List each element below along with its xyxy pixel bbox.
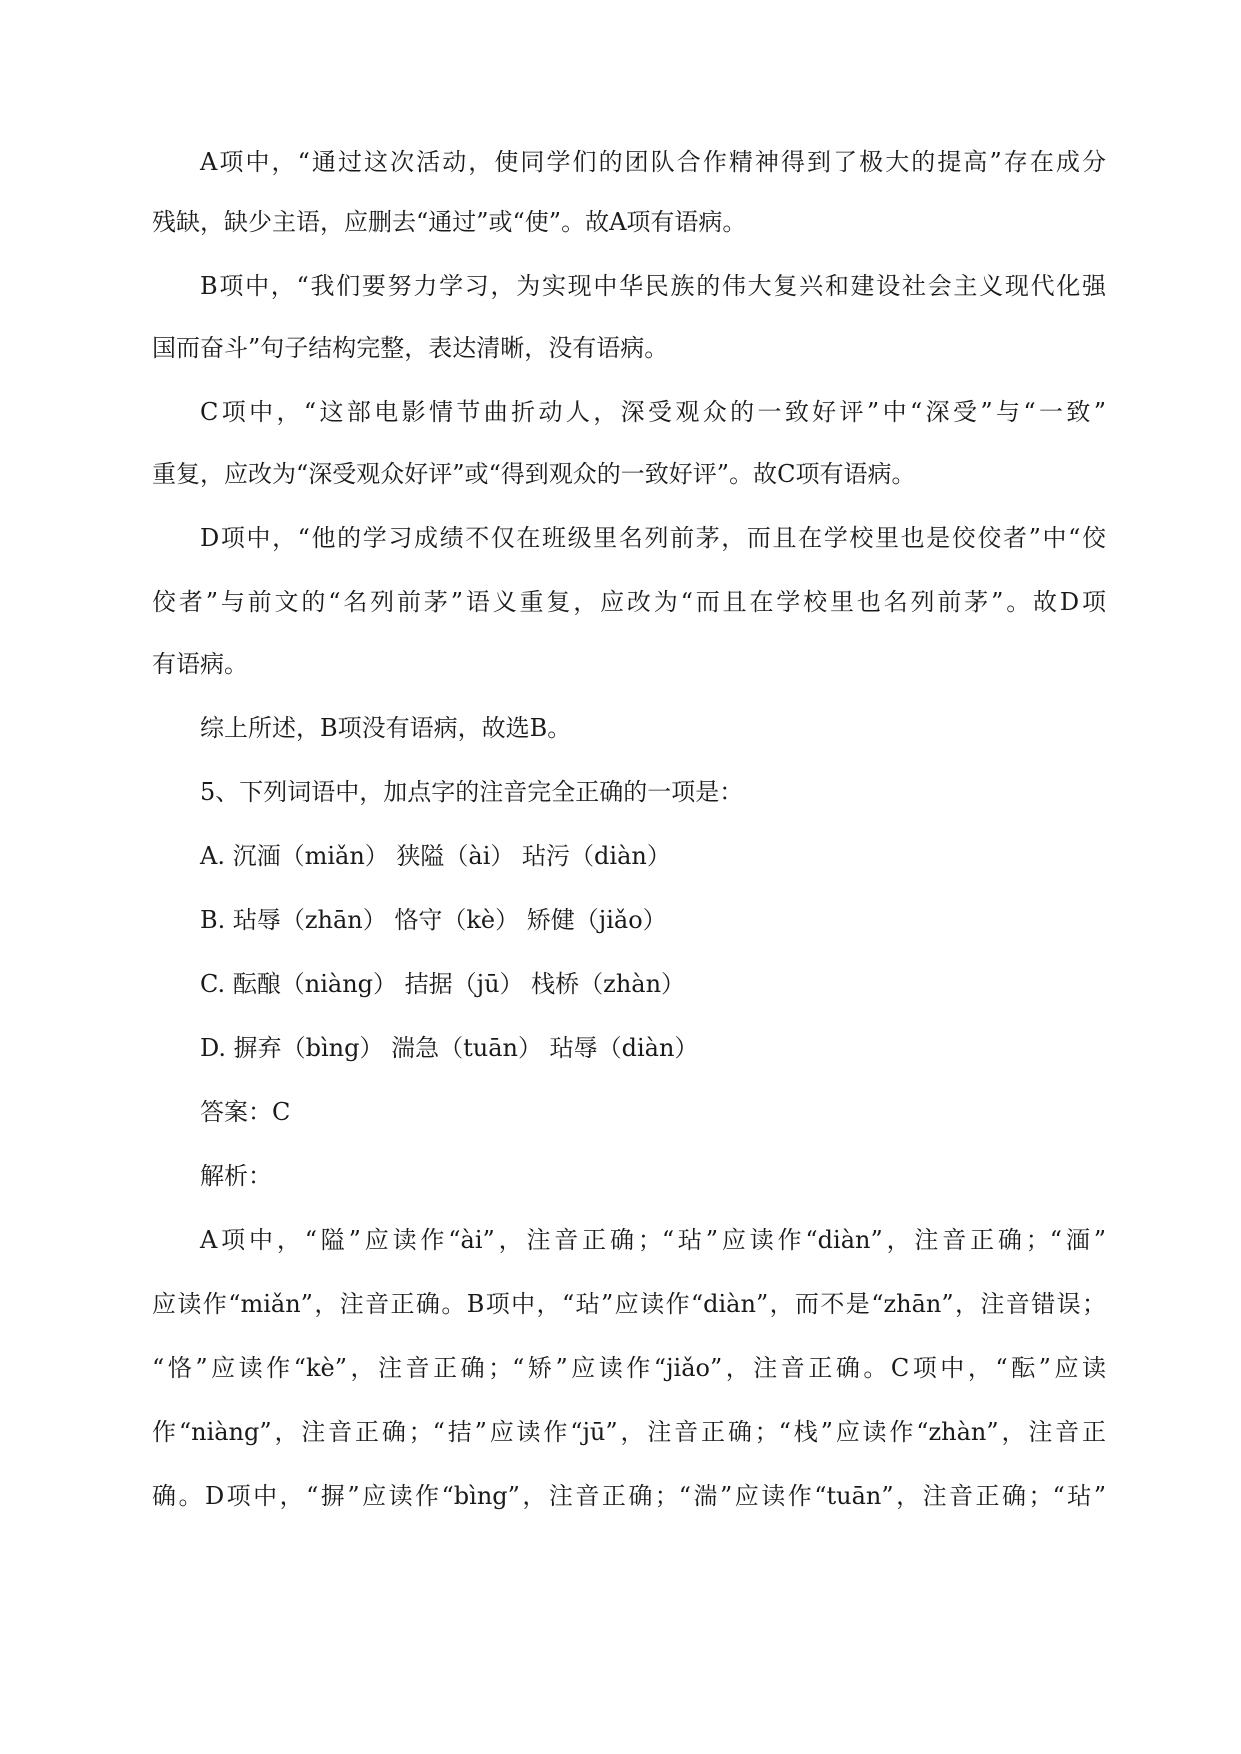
analysis-heading: 解析： xyxy=(200,1162,272,1190)
analysis-line-2: 应读作“miǎn”，注音正确。B项中，“玷”应读作“diàn”，而不是“zhān”，注音错误； xyxy=(152,1290,1106,1318)
analysis-line-1: A项中，“隘”应读作“ài”，注音正确；“玷”应读作“diàn”，注音正确；“湎” xyxy=(200,1226,1106,1254)
conclusion-line: 综上所述，B项没有语病，故选B。 xyxy=(200,714,572,742)
paragraph-d-line-2: 佼者”与前文的“名列前茅”语义重复，应改为“而且在学校里也名列前茅”。故D项 xyxy=(152,588,1106,616)
question-5-option-c: C. 酝酿（niàng） 拮据（jū） 栈桥（zhàn） xyxy=(200,970,686,998)
question-5-option-b: B. 玷辱（zhān） 恪守（kè） 矫健（jiǎo） xyxy=(200,906,667,934)
paragraph-a-line-2: 残缺，缺少主语，应删去“通过”或“使”。故A项有语病。 xyxy=(152,208,747,236)
analysis-line-4: 作“niàng”，注音正确；“拮”应读作“jū”，注音正确；“栈”应读作“zhàn”，注音正 xyxy=(152,1418,1106,1446)
analysis-line-5: 确。D项中，“摒”应读作“bìng”，注音正确；“湍”应读作“tuān”，注音正确；“玷” xyxy=(152,1482,1106,1510)
paragraph-d-line-3: 有语病。 xyxy=(152,650,248,678)
question-5-option-a: A. 沉湎（miǎn） 狭隘（ài） 玷污（diàn） xyxy=(200,842,671,870)
paragraph-b-line-1: B项中，“我们要努力学习，为实现中华民族的伟大复兴和建设社会主义现代化强 xyxy=(200,272,1106,300)
question-5-stem: 5、下列词语中，加点字的注音完全正确的一项是： xyxy=(200,778,744,806)
answer-line: 答案：C xyxy=(200,1098,291,1126)
paragraph-a-line-1: A项中，“通过这次活动，使同学们的团队合作精神得到了极大的提高”存在成分 xyxy=(200,148,1106,176)
paragraph-d-line-1: D项中，“他的学习成绩不仅在班级里名列前茅，而且在学校里也是佼佼者”中“佼 xyxy=(200,524,1106,552)
paragraph-c-line-2: 重复，应改为“深受观众好评”或“得到观众的一致好评”。故C项有语病。 xyxy=(152,460,916,488)
paragraph-b-line-2: 国而奋斗”句子结构完整，表达清晰，没有语病。 xyxy=(152,334,669,362)
analysis-line-3: “恪”应读作“kè”，注音正确；“矫”应读作“jiǎo”，注音正确。C项中，“酝”应读 xyxy=(152,1354,1106,1382)
paragraph-c-line-1: C项中，“这部电影情节曲折动人，深受观众的一致好评”中“深受”与“一致” xyxy=(200,398,1106,426)
question-5-option-d: D. 摒弃（bìng） 湍急（tuān） 玷辱（diàn） xyxy=(200,1034,699,1062)
